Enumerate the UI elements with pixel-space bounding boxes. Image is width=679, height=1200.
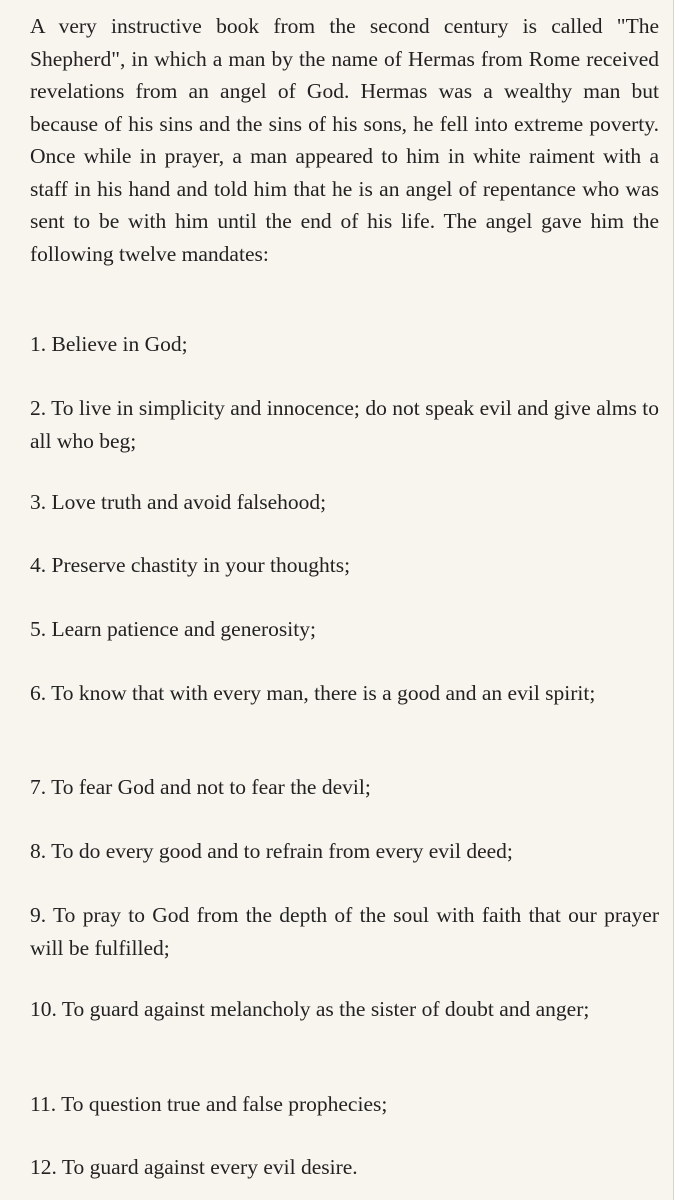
mandate-item-11: 11. To question true and false prophecies; (30, 1092, 388, 1116)
mandate-item-2: 2. To live in simplicity and innocence; do not speak evil and give alms to all who beg; (30, 396, 659, 453)
intro-paragraph: A very instructive book from the second century is called "The Shepherd", in which a man by the name of Hermas from Rome received revelations from an angel of God. Hermas was a wealthy man but because of his sins and the sins of his sons, he fell into extreme poverty. Once while in prayer, a man appeared to him in white raiment with a staff in his hand and told him that he is an angel of repentance who was sent to be with him until the end of his life. The angel gave him the following twelve mandates: (30, 14, 659, 266)
mandate-item-5: 5. Learn patience and generosity; (30, 617, 316, 641)
mandate-item-7: 7. To fear God and not to fear the devil; (30, 775, 371, 799)
mandate-item-4: 4. Preserve chastity in your thoughts; (30, 553, 351, 577)
mandate-item-6: 6. To know that with every man, there is a good and an evil spirit; (30, 681, 596, 705)
mandate-item-10: 10. To guard against melancholy as the sister of doubt and anger; (30, 997, 590, 1021)
mandate-item-1: 1. Believe in God; (30, 332, 188, 356)
mandate-item-8: 8. To do every good and to refrain from every evil deed; (30, 839, 513, 863)
mandate-item-3: 3. Love truth and avoid falsehood; (30, 490, 327, 514)
mandate-item-12: 12. To guard against every evil desire. (30, 1155, 358, 1179)
mandate-item-9: 9. To pray to God from the depth of the soul with faith that our prayer will be fulfilled; (30, 903, 659, 960)
